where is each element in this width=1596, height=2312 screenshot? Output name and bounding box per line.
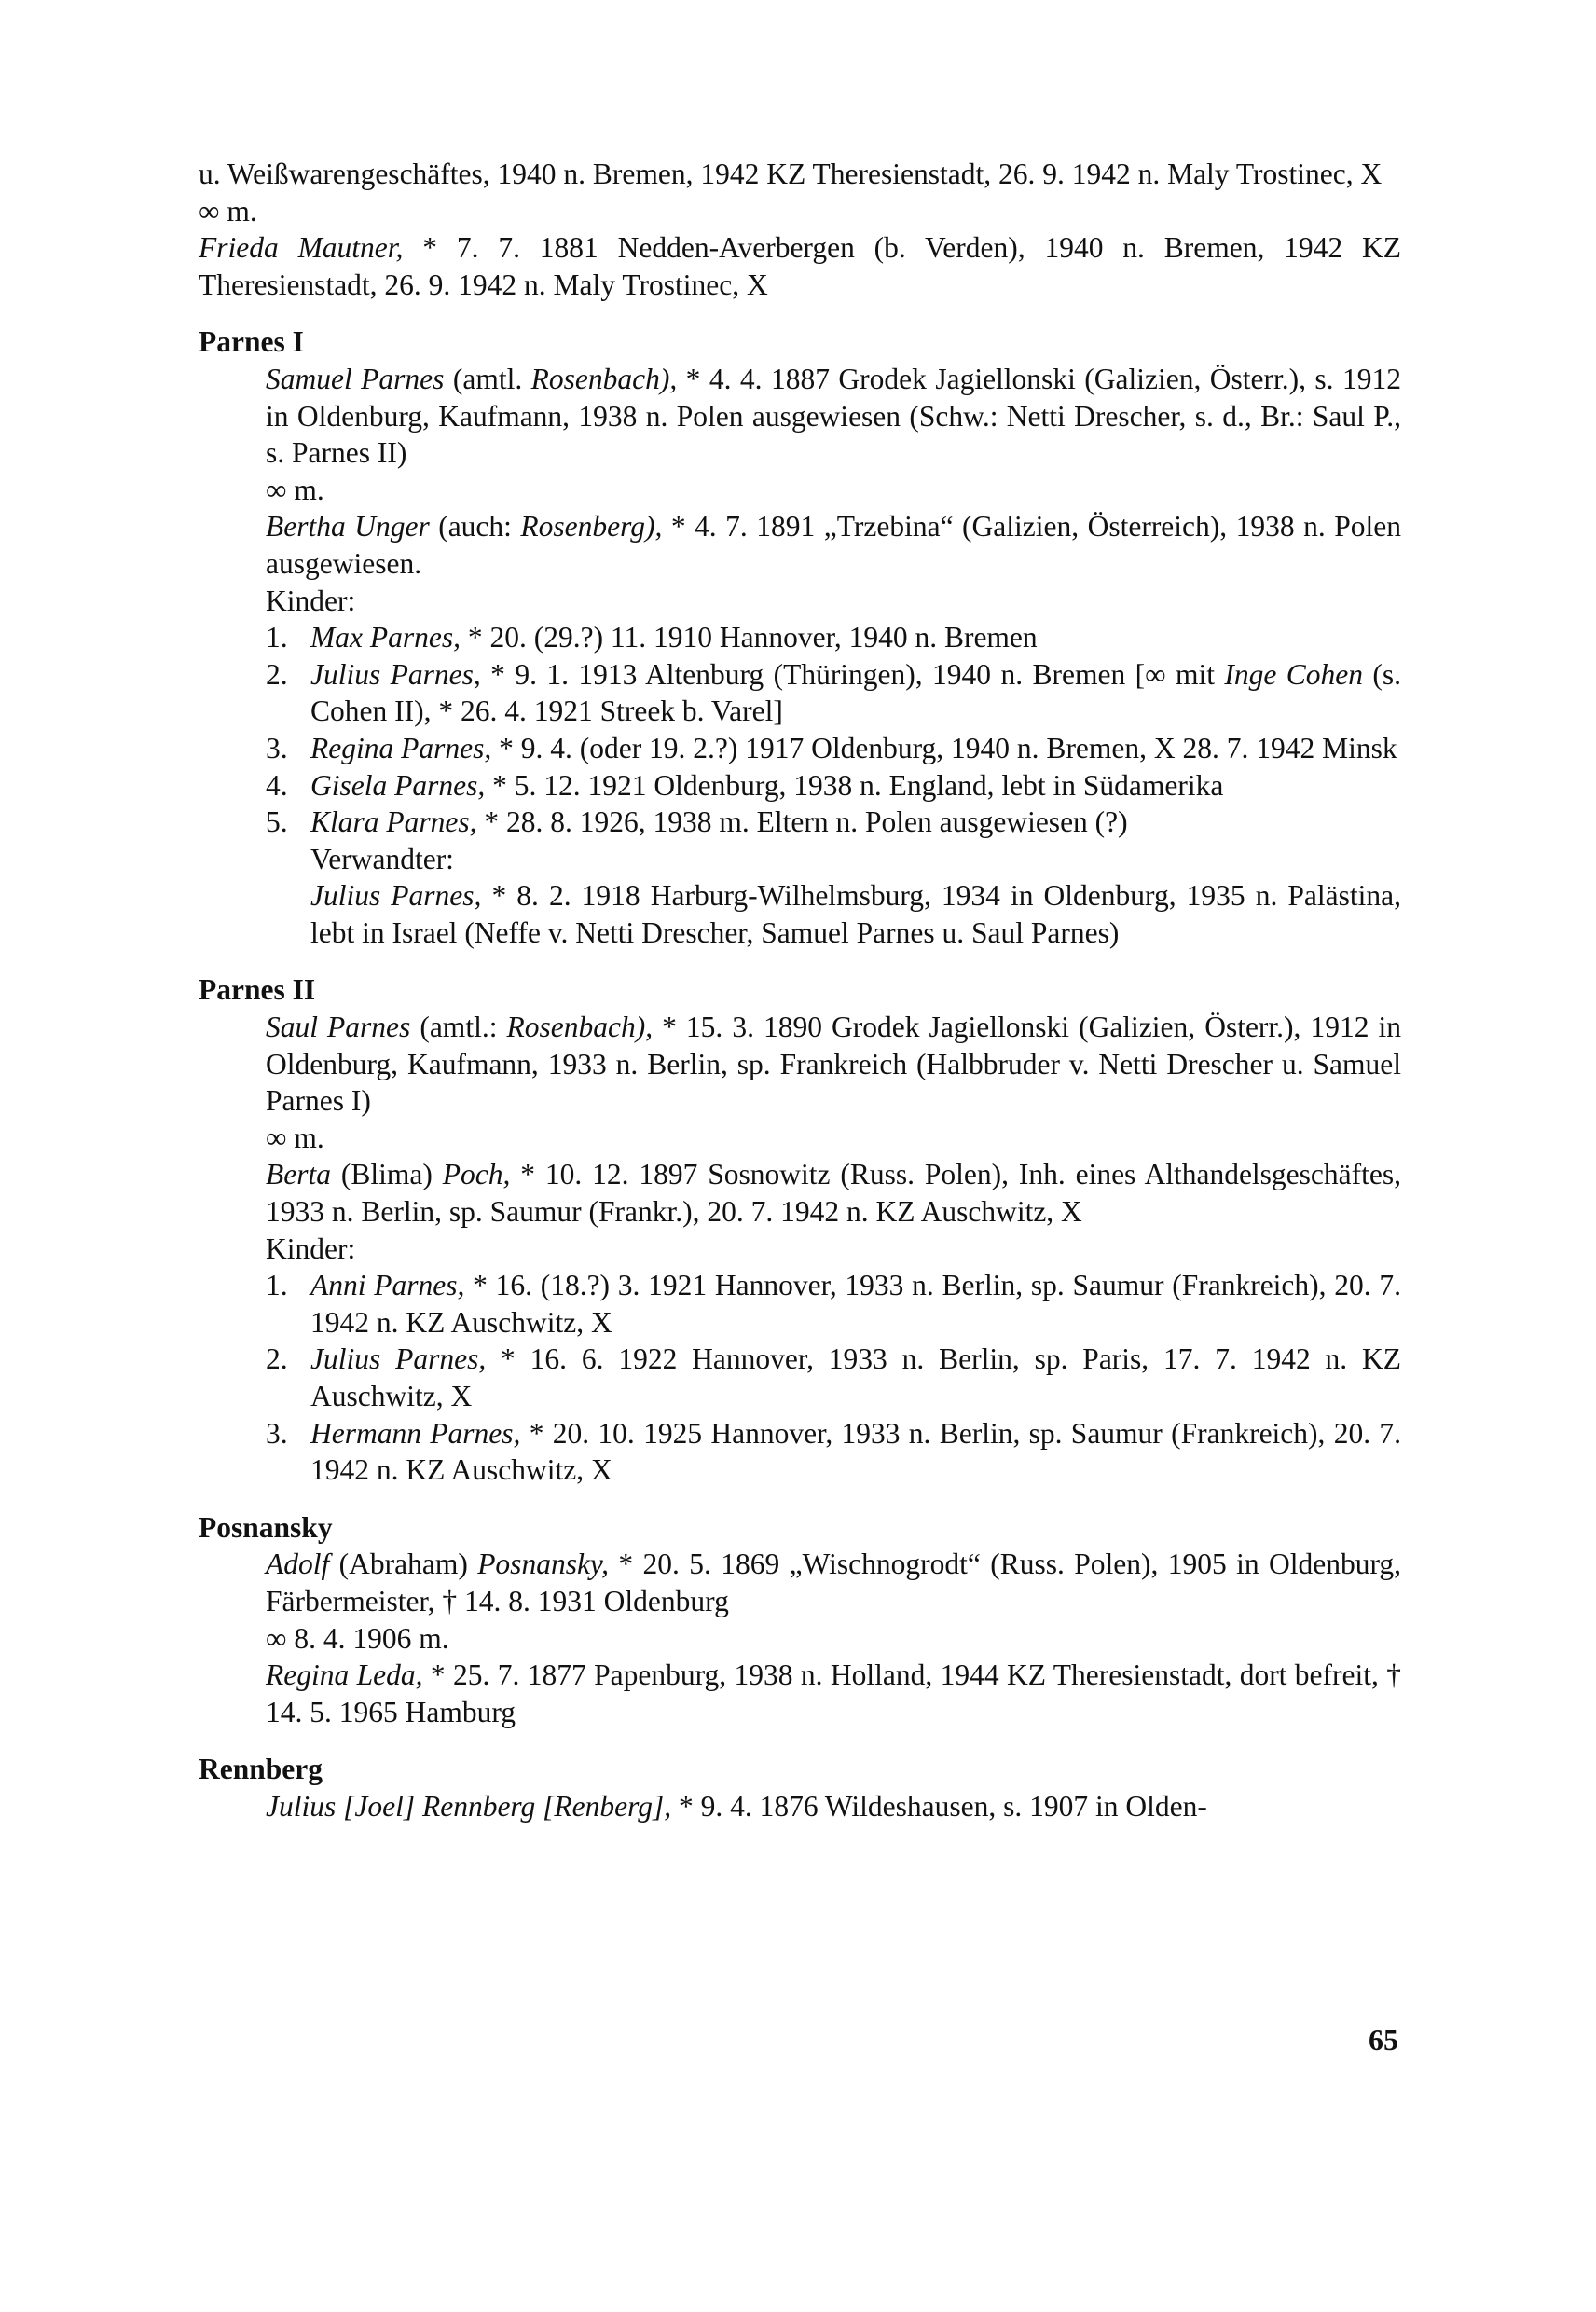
italic-name-run: Inge Cohen bbox=[1224, 657, 1363, 691]
text-run: Kinder: bbox=[266, 584, 356, 617]
text-run: * 20. (29.?) 11. 1910 Hannover, 1940 n. Bremen bbox=[460, 621, 1038, 654]
text-run: (auch: bbox=[429, 510, 521, 544]
relative-entry bbox=[199, 841, 1401, 878]
italic-name-run: Hermann Parnes, bbox=[310, 1416, 521, 1450]
entry-paragraph bbox=[199, 1657, 1401, 1730]
entry-paragraph bbox=[199, 1156, 1401, 1230]
text-run: (s. Cohen II), * 26. 4. 1921 Streek b. Varel] bbox=[310, 657, 1402, 728]
italic-name-run: Adolf bbox=[266, 1548, 330, 1581]
text-run: * 20. 10. 1925 Hannover, 1933 n. Berlin, sp. Saumur (Frankreich), 20. 7. 1942 n. KZ Auschwitz, X bbox=[310, 1416, 1401, 1487]
family-heading bbox=[199, 1509, 1401, 1547]
text-run: * 4. 4. 1887 Grodek Jagiellonski (Galizien, Österr.), s. 1912 in Oldenburg, Kaufmann, 1938 n. Polen ausgewiesen (Schw.: Netti Drescher, s. d., Br.: Saul P., s. Parnes II) bbox=[266, 362, 1401, 470]
list-number: 1. bbox=[266, 621, 288, 654]
text-run: * 9. 1. 1913 Altenburg (Thüringen), 1940 n. Bremen [∞ mit bbox=[480, 657, 1225, 691]
page-number: 65 bbox=[1369, 2023, 1398, 2057]
italic-name-run: Julius Parnes, bbox=[310, 879, 482, 913]
text-run: * 4. 7. 1891 „Trzebina“ (Galizien, Österreich), 1938 n. Polen ausgewiesen. bbox=[266, 510, 1401, 580]
text-run: * 15. 3. 1890 Grodek Jagiellonski (Galizien, Österr.), 1912 in Oldenburg, Kaufmann, 1933 n. Berlin, sp. Frankreich (Halbbruder v. Netti Drescher u. Samuel Parnes I) bbox=[266, 1011, 1402, 1118]
entry-paragraph bbox=[199, 1620, 1401, 1658]
list-item-text bbox=[266, 619, 1401, 656]
entry-paragraph bbox=[199, 1009, 1401, 1120]
italic-name-run: Julius Parnes, bbox=[310, 1342, 487, 1376]
text-run: (Blima) bbox=[330, 1158, 443, 1191]
entry-paragraph bbox=[199, 583, 1401, 620]
text-run: * 25. 7. 1877 Papenburg, 1938 n. Holland, 1944 KZ Theresienstadt, dort befreit, † 14. 5. 1965 Hamburg bbox=[266, 1658, 1402, 1728]
text-run: (amtl. bbox=[444, 362, 531, 395]
child-list-item bbox=[199, 767, 1401, 805]
family-heading bbox=[199, 1751, 1401, 1788]
text-run: u. Weißwarengeschäftes, 1940 n. Bremen, 1942 KZ Theresienstadt, 26. 9. 1942 n. Maly Trostinec, X bbox=[199, 158, 1383, 190]
entry-paragraph bbox=[199, 472, 1401, 509]
list-number: 5. bbox=[266, 805, 288, 839]
italic-name-run: Gisela Parnes, bbox=[310, 768, 486, 802]
list-number: 3. bbox=[266, 1416, 288, 1450]
italic-name-run: Berta bbox=[266, 1158, 331, 1191]
list-item-text bbox=[266, 656, 1401, 730]
child-list-item bbox=[199, 1267, 1401, 1341]
italic-name-run: Rosenberg), bbox=[520, 510, 663, 544]
italic-name-run: Regina Leda, bbox=[266, 1658, 423, 1692]
entry-paragraph bbox=[199, 361, 1401, 472]
italic-name-run: Rosenbach), bbox=[530, 362, 678, 395]
entry-paragraph bbox=[199, 156, 1401, 193]
entry-paragraph bbox=[199, 1788, 1401, 1825]
italic-name-run: Frieda Mautner, bbox=[199, 231, 404, 265]
italic-name-run: Max Parnes, bbox=[310, 621, 461, 654]
entry-paragraph bbox=[199, 1120, 1401, 1157]
text-run: * 9. 4. 1876 Wildeshausen, s. 1907 in Olden- bbox=[671, 1789, 1207, 1823]
child-list-item bbox=[199, 656, 1401, 730]
register-entries bbox=[199, 156, 1401, 1825]
child-list-item bbox=[199, 804, 1401, 841]
family-heading bbox=[199, 323, 1401, 361]
italic-name-run: Saul Parnes bbox=[266, 1011, 411, 1044]
text-run: ∞ m. bbox=[199, 194, 257, 227]
text-run: * 20. 5. 1869 „Wischnogrodt“ (Russ. Polen), 1905 in Oldenburg, Färbermeister, † 14. 8. 1931 Oldenburg bbox=[266, 1548, 1401, 1617]
entry-paragraph bbox=[199, 1546, 1401, 1619]
child-list-item bbox=[199, 1341, 1401, 1414]
text-run: ∞ 8. 4. 1906 m. bbox=[266, 1621, 449, 1655]
italic-name-run: Julius Parnes, bbox=[310, 657, 481, 691]
list-number: 1. bbox=[266, 1269, 288, 1302]
entry-paragraph bbox=[199, 193, 1401, 230]
text-run: (Abraham) bbox=[329, 1548, 478, 1581]
text-run: * 5. 12. 1921 Oldenburg, 1938 n. England, lebt in Südamerika bbox=[485, 768, 1224, 802]
list-item-text bbox=[266, 767, 1401, 805]
italic-name-run: Bertha Unger bbox=[266, 510, 430, 544]
text-run: * 28. 8. 1926, 1938 m. Eltern n. Polen ausgewiesen (?) bbox=[476, 805, 1128, 839]
italic-name-run: Samuel Parnes bbox=[266, 362, 445, 395]
text-run: * 8. 2. 1918 Harburg-Wilhelmsburg, 1934 in Oldenburg, 1935 n. Palästina, lebt in Israel (Neffe v. Netti Drescher, Samuel Parnes u. Saul Parnes) bbox=[310, 879, 1401, 949]
list-item-text bbox=[266, 1415, 1401, 1489]
italic-name-run: Poch, bbox=[442, 1158, 511, 1191]
list-number: 4. bbox=[266, 768, 288, 802]
text-run: * 7. 7. 1881 Nedden-Averbergen (b. Verden), 1940 n. Bremen, 1942 KZ Theresienstadt, 26. 9. 1942 n. Maly Trostinec, X bbox=[199, 231, 1401, 301]
list-number: 3. bbox=[266, 731, 288, 764]
child-list-item bbox=[199, 619, 1401, 656]
child-list-item bbox=[199, 730, 1401, 767]
list-item-text bbox=[266, 804, 1401, 841]
entry-paragraph bbox=[199, 229, 1401, 303]
list-number: 2. bbox=[266, 1342, 288, 1376]
list-item-text bbox=[266, 1341, 1401, 1414]
text-run: Rennberg bbox=[199, 1753, 323, 1786]
italic-name-run: Posnansky, bbox=[477, 1548, 610, 1581]
text-run: * 16. (18.?) 3. 1921 Hannover, 1933 n. Berlin, sp. Saumur (Frankreich), 20. 7. 1942 n. KZ Auschwitz, X bbox=[310, 1269, 1402, 1339]
italic-name-run: Klara Parnes, bbox=[310, 805, 477, 839]
text-run: (amtl.: bbox=[410, 1011, 507, 1044]
entry-paragraph bbox=[199, 1231, 1401, 1268]
text-run: * 10. 12. 1897 Sosnowitz (Russ. Polen), Inh. eines Althandelsgeschäftes, 1933 n. Berlin, sp. Saumur (Frankr.), 20. 7. 1942 n. KZ Auschwitz, X bbox=[266, 1158, 1401, 1229]
child-list-item bbox=[199, 1415, 1401, 1489]
text-run: ∞ m. bbox=[266, 1121, 324, 1154]
italic-name-run: Anni Parnes, bbox=[310, 1269, 465, 1302]
list-item-text bbox=[266, 1267, 1401, 1341]
italic-name-run: Rosenbach), bbox=[506, 1011, 654, 1044]
italic-name-run: Julius [Joel] Rennberg [Renberg], bbox=[266, 1789, 672, 1823]
text-run: Kinder: bbox=[266, 1232, 356, 1265]
relative-entry bbox=[199, 877, 1401, 951]
text-run: Verwandter: bbox=[310, 842, 454, 875]
text-run: * 16. 6. 1922 Hannover, 1933 n. Berlin, sp. Paris, 17. 7. 1942 n. KZ Auschwitz, X bbox=[310, 1342, 1401, 1412]
family-heading bbox=[199, 971, 1401, 1009]
list-number: 2. bbox=[266, 657, 288, 691]
text-run: * 9. 4. (oder 19. 2.?) 1917 Oldenburg, 1940 n. Bremen, X 28. 7. 1942 Minsk bbox=[491, 731, 1397, 764]
italic-name-run: Regina Parnes, bbox=[310, 731, 492, 764]
text-run: Parnes II bbox=[199, 973, 316, 1007]
text-run: Posnansky bbox=[199, 1510, 333, 1544]
text-run: Parnes I bbox=[199, 325, 304, 359]
text-run: ∞ m. bbox=[266, 473, 324, 506]
list-item-text bbox=[266, 730, 1401, 767]
entry-paragraph bbox=[199, 508, 1401, 582]
